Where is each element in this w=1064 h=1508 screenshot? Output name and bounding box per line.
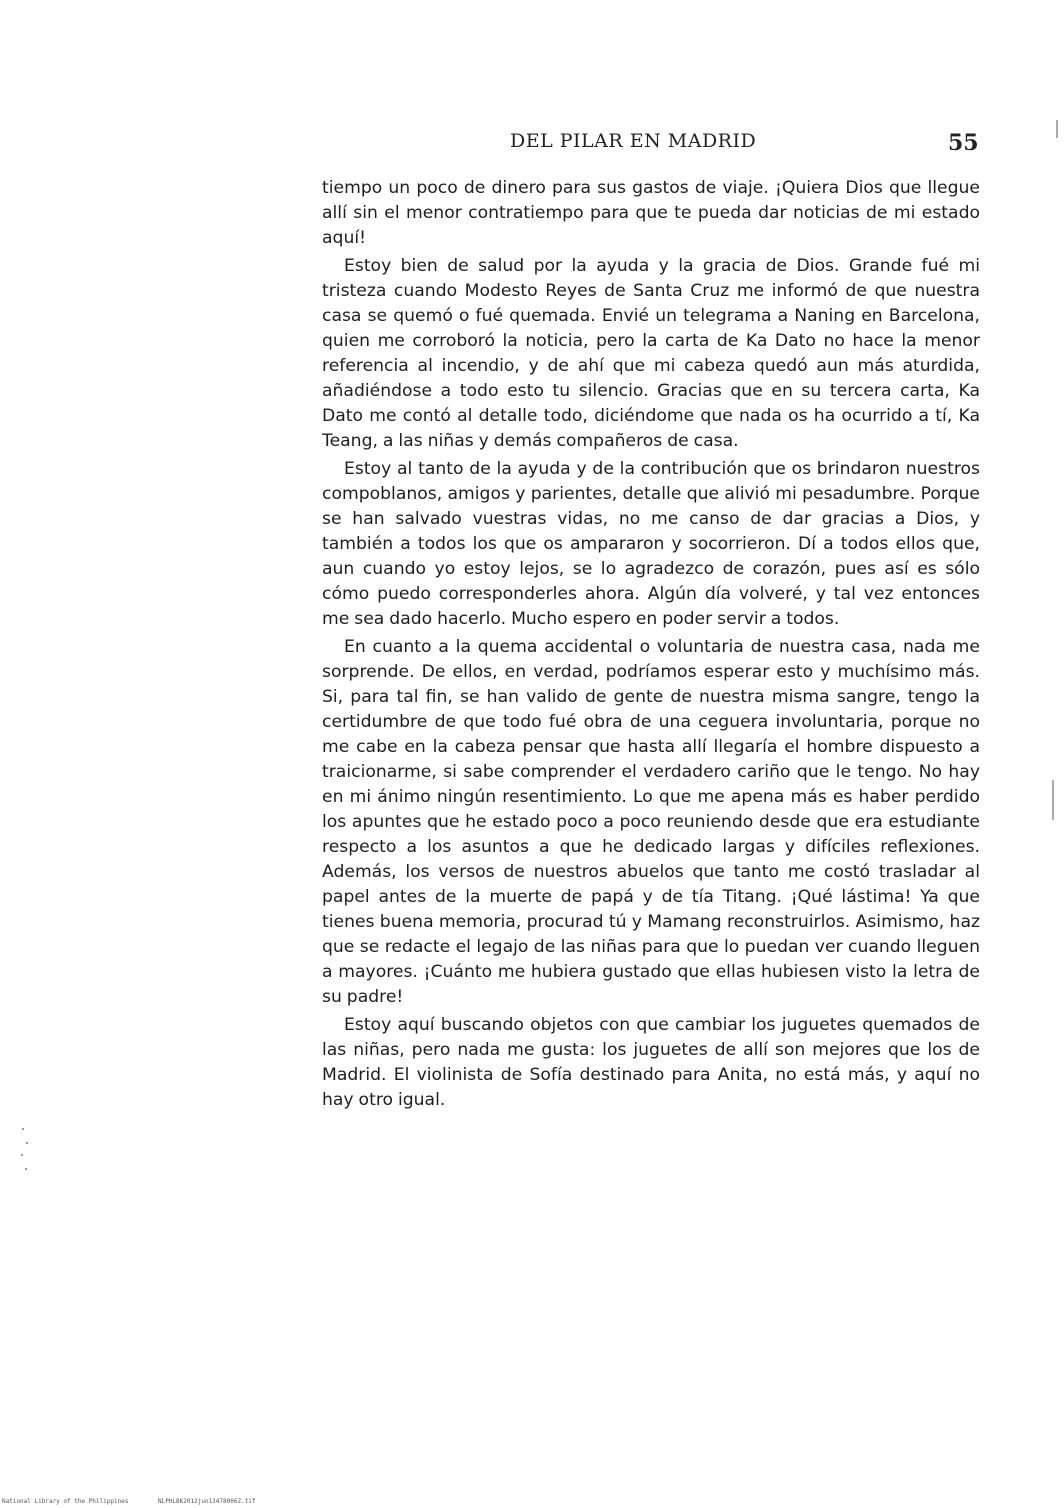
paragraph: Estoy bien de salud por la ayuda y la gracia de Dios. Grande fué mi tristeza cuando Modesto Reyes de Santa Cruz me informó de que nuestra casa se quemó o fué quemada. Envié un telegrama a Naning en Barcelona, quien me corroboró la noticia, pero la carta de Ka Dato no hace la menor referencia al incendio, y de ahí que mi cabeza quedó aun más aturdida, añadiéndose a todo esto tu silencio. Gracias que en su tercera carta, Ka Dato me contó al detalle todo, diciéndome que nada os ha ocurrido a tí, Ka Teang, a las niñas y demás compañeros de casa. [322, 256, 980, 451]
scan-specks [20, 1128, 30, 1188]
paragraph: En cuanto a la quema accidental o voluntaria de nuestra casa, nada me sorprende. De ellos, en verdad, podríamos esperar esto y muchísimo más. Si, para tal fin, se han valido de gente de nuestra misma sangre, tengo la certidumbre de que todo fué obra de una ceguera involuntaria, porque no me cabe en la cabeza pensar que hasta allí llegaría el hombre dispuesto a traicionarme, si sabe comprender el verdadero cariño que le tengo. No hay en mi ánimo ningún resentimiento. Lo que me apena más es haber perdido los apuntes que he estado poco a poco reuniendo desde que era estudiante respecto a los asuntos a que he dedicado largas y difíciles reflexiones. Además, los versos de nuestros abuelos que tanto me costó trasladar al papel antes de la muerte de papá y de tía Titang. ¡Qué lástima! Ya que tienes buena memoria, procurad tú y Mamang reconstruirlos. Asimismo, haz que se redacte el legajo de las niñas para que lo puedan ver cuando lleguen a mayores. ¡Cuánto me hubiera gustado que ellas hubiesen visto la letra de su padre! [322, 637, 980, 1007]
running-title: DEL PILAR EN MADRID [510, 130, 757, 152]
body-text [322, 176, 980, 1113]
footer-file-id: NLPHLBK2012jun13478006Z.tif [158, 1498, 256, 1505]
page-number: 55 [948, 130, 979, 156]
scan-edge-mark [1056, 120, 1058, 138]
paragraph: Estoy al tanto de la ayuda y de la contribución que os brindaron nuestros compoblanos, amigos y parientes, detalle que alivió mi pesadumbre. Porque se han salvado vuestras vidas, no me canso de dar gracias a Dios, y también a todos los que os ampararon y socorrieron. Dí a todos ellos que, aun cuando yo estoy lejos, se lo agradezco de corazón, pues así es sólo cómo puedo corresponderles ahora. Algún día volveré, y tal vez entonces me sea dado hacerlo. Mucho espero en poder servir a todos. [322, 459, 980, 629]
paragraph: Estoy aquí buscando objetos con que cambiar los juguetes quemados de las niñas, pero nada me gusta: los juguetes de allí son mejores que los de Madrid. El violinista de Sofía destinado para Anita, no está más, y aquí no hay otro igual. [322, 1015, 980, 1110]
paragraph: tiempo un poco de dinero para sus gastos de viaje. ¡Quiera Dios que llegue allí sin el menor contratiempo para que te pueda dar noticias de mi estado aquí! [322, 178, 980, 248]
scan-edge-mark [1052, 780, 1054, 820]
footer-library-credit: National Library of the Philippines [2, 1498, 129, 1505]
